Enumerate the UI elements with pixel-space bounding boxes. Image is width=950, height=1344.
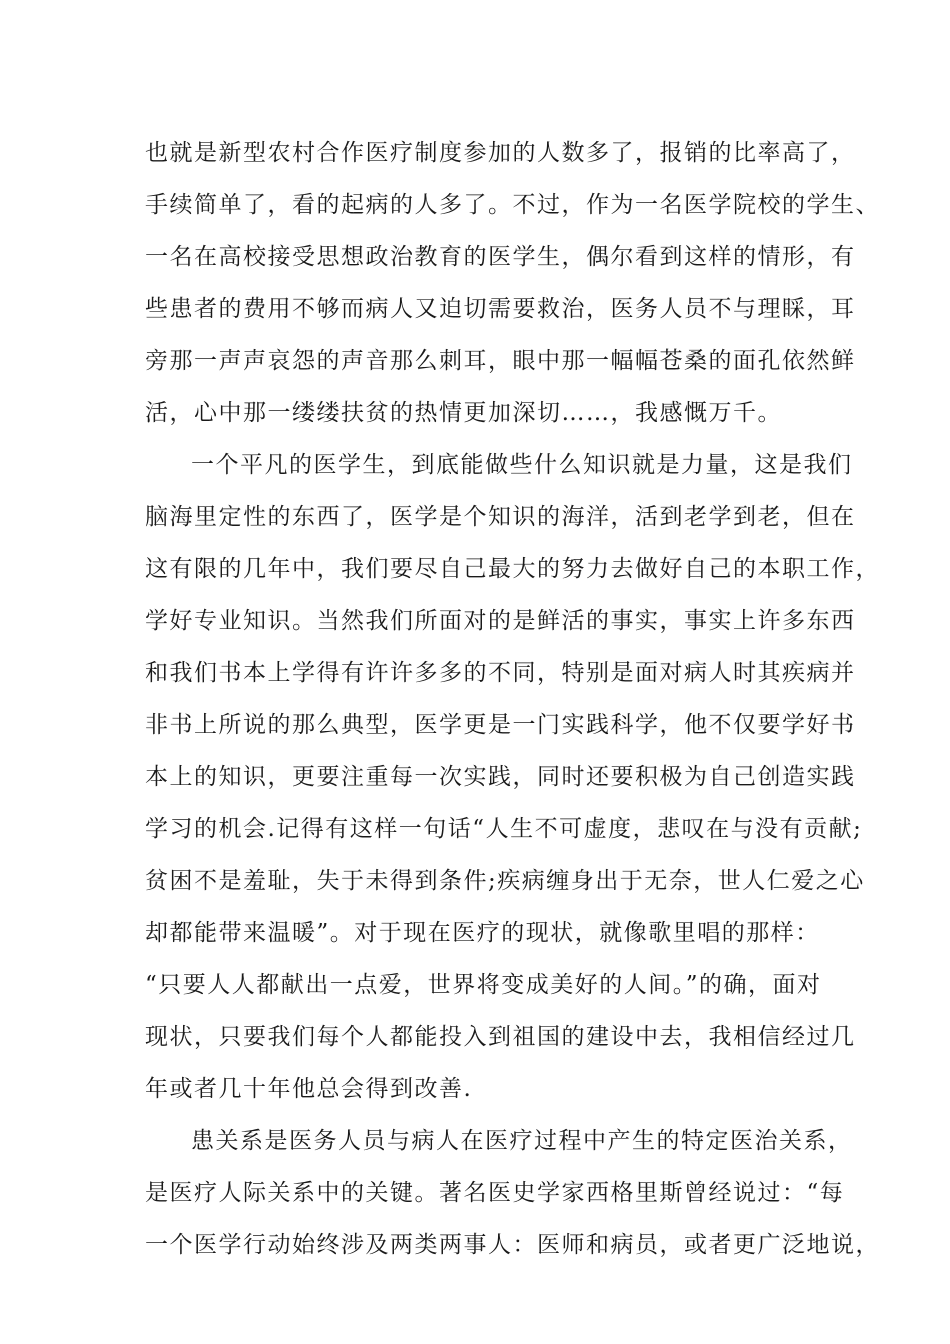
text-line: 脑海里定性的东西了，医学是个知识的海洋，活到老学到老，但在 (145, 504, 856, 530)
text-line: 一个医学行动始终涉及两类两事人：医师和病员，或者更广泛地说， (145, 1232, 880, 1258)
text-line: 却都能带来温暖”。对于现在医疗的现状，就像歌里唱的那样： (145, 920, 820, 946)
text-line: 年或者几十年他总会得到改善. (145, 1076, 473, 1102)
text-line: 活，心中那一缕缕扶贫的热情更加深切……，我感慨万千。 (145, 400, 782, 426)
text-line: 一名在高校接受思想政治教育的医学生，偶尔看到这样的情形，有 (145, 244, 856, 270)
text-line: 学习的机会.记得有这样一句话“人生不可虚度，悲叹在与没有贡献; (145, 816, 863, 842)
text-line: 旁那一声声哀怨的声音那么刺耳，眼中那一幅幅苍桑的面孔依然鲜 (145, 348, 856, 374)
text-line: 这有限的几年中，我们要尽自己最大的努力去做好自己的本职工作， (145, 556, 880, 582)
text-line: 些患者的费用不够而病人又迫切需要救治，医务人员不与理睬，耳 (145, 296, 856, 322)
text-line: 是医疗人际关系中的关键。著名医史学家西格里斯曾经说过：“每 (145, 1180, 845, 1206)
paragraph-first-line: 一个平凡的医学生，到底能做些什么知识就是力量，这是我们 (191, 452, 853, 478)
text-line: “只要人人都献出一点爱，世界将变成美好的人间。”的确，面对 (145, 972, 822, 998)
paragraph-first-line: 患关系是医务人员与病人在医疗过程中产生的特定医治关系， (191, 1128, 853, 1154)
text-line: 现状，只要我们每个人都能投入到祖国的建设中去，我相信经过几 (145, 1024, 856, 1050)
text-line: 和我们书本上学得有许许多多的不同，特别是面对病人时其疾病并 (145, 660, 856, 686)
text-line: 贫困不是羞耻，失于未得到条件;疾病缠身出于无奈，世人仁爱之心 (145, 868, 865, 894)
text-line: 也就是新型农村合作医疗制度参加的人数多了，报销的比率高了， (145, 140, 856, 166)
text-line: 手续简单了，看的起病的人多了。不过，作为一名医学院校的学生、 (145, 192, 880, 218)
text-line: 非书上所说的那么典型，医学更是一门实践科学，他不仅要学好书 (145, 712, 856, 738)
text-line: 学好专业知识。当然我们所面对的是鲜活的事实，事实上许多东西 (145, 608, 856, 634)
text-line: 本上的知识，更要注重每一次实践，同时还要积极为自己创造实践 (145, 764, 856, 790)
